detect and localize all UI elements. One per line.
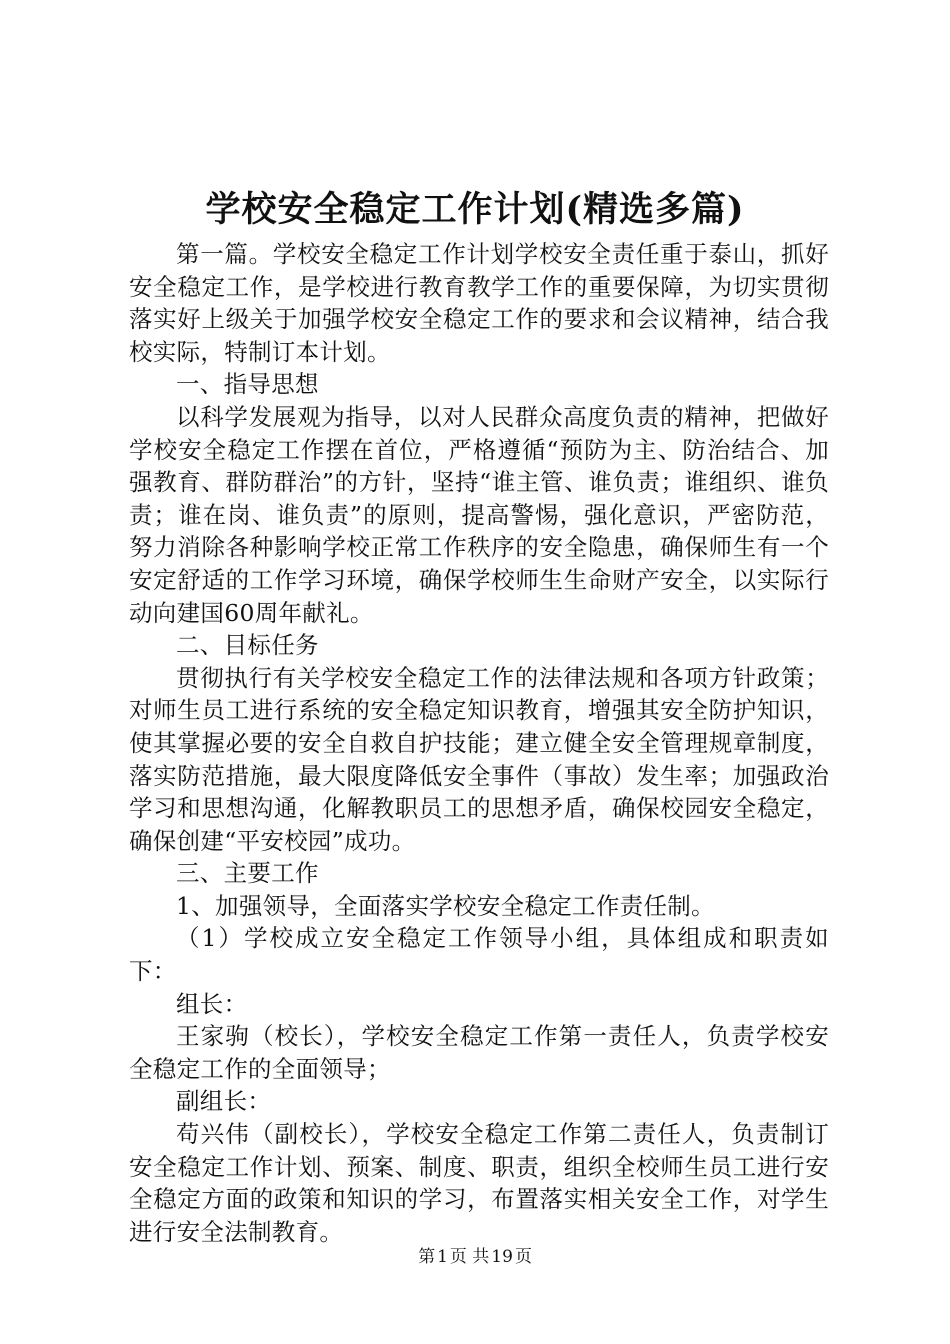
section-heading-goals: 二、目标任务 — [176, 631, 319, 660]
page-footer — [0, 1245, 950, 1269]
footer-prefix: 第 — [418, 1247, 436, 1267]
total-page-count: 19 — [491, 1247, 513, 1267]
paragraph-deputy-leader: 苟兴伟（副校长），学校安全稳定工作第二责任人，负责制订安全稳定工作计划、预案、制度、职责，组织全校师生员工进行安全稳定方面的政策和知识的学习，布置落实相关安全工作，对学生进行安全法制教育。 — [129, 1120, 829, 1246]
paragraph-intro: 第一篇。学校安全稳定工作计划学校安全责任重于泰山，抓好安全稳定工作，是学校进行教育教学工作的重要保障，为切实贯彻落实好上级关于加强学校安全稳定工作的要求和会议精神，结合我校实际，特制订本计划。 — [129, 240, 829, 366]
paragraph-goals: 贯彻执行有关学校安全稳定工作的法律法规和各项方针政策；对师生员工进行系统的安全稳定知识教育，增强其安全防护知识，使其掌握必要的安全自救自护技能；建立健全安全管理规章制度，落实防范措施，最大限度降低安全事件（事故）发生率；加强政治学习和思想沟通，化解教职员工的思想矛盾，确保校园安全稳定，确保创建“平安校园”成功。 — [129, 663, 829, 855]
current-page-number: 1 — [437, 1247, 448, 1267]
footer-middle: 页 共 — [449, 1247, 490, 1267]
footer-suffix: 页 — [514, 1247, 532, 1267]
label-deputy-leader: 副组长： — [176, 1087, 272, 1116]
paragraph-main-work-1-1: （1）学校成立安全稳定工作领导小组，具体组成和职责如下： — [129, 924, 829, 986]
label-group-leader: 组长： — [176, 989, 248, 1018]
paragraph-guiding-thought: 以科学发展观为指导，以对人民群众高度负责的精神，把做好学校安全稳定工作摆在首位，严格遵循“预防为主、防治结合、加强教育、群防群治”的方针，坚持“谁主管、谁负责；谁组织、谁负责；谁在岗、谁负责”的原则，提高警惕，强化意识，严密防范，努力消除各种影响学校正常工作秩序的安全隐患，确保师生有一个安定舒适的工作学习环境，确保学校师生生命财产安全，以实际行动向建国60周年献礼。 — [129, 402, 829, 627]
section-heading-main-work: 三、主要工作 — [176, 859, 319, 888]
section-heading-guiding-thought: 一、指导思想 — [176, 370, 319, 399]
paragraph-main-work-1: 1、加强领导，全面落实学校安全稳定工作责任制。 — [176, 891, 715, 920]
document-title: 学校安全稳定工作计划(精选多篇) — [205, 189, 745, 230]
paragraph-group-leader: 王家驹（校长），学校安全稳定工作第一责任人，负责学校安全稳定工作的全面领导； — [129, 1022, 829, 1083]
document-body — [129, 238, 829, 1248]
